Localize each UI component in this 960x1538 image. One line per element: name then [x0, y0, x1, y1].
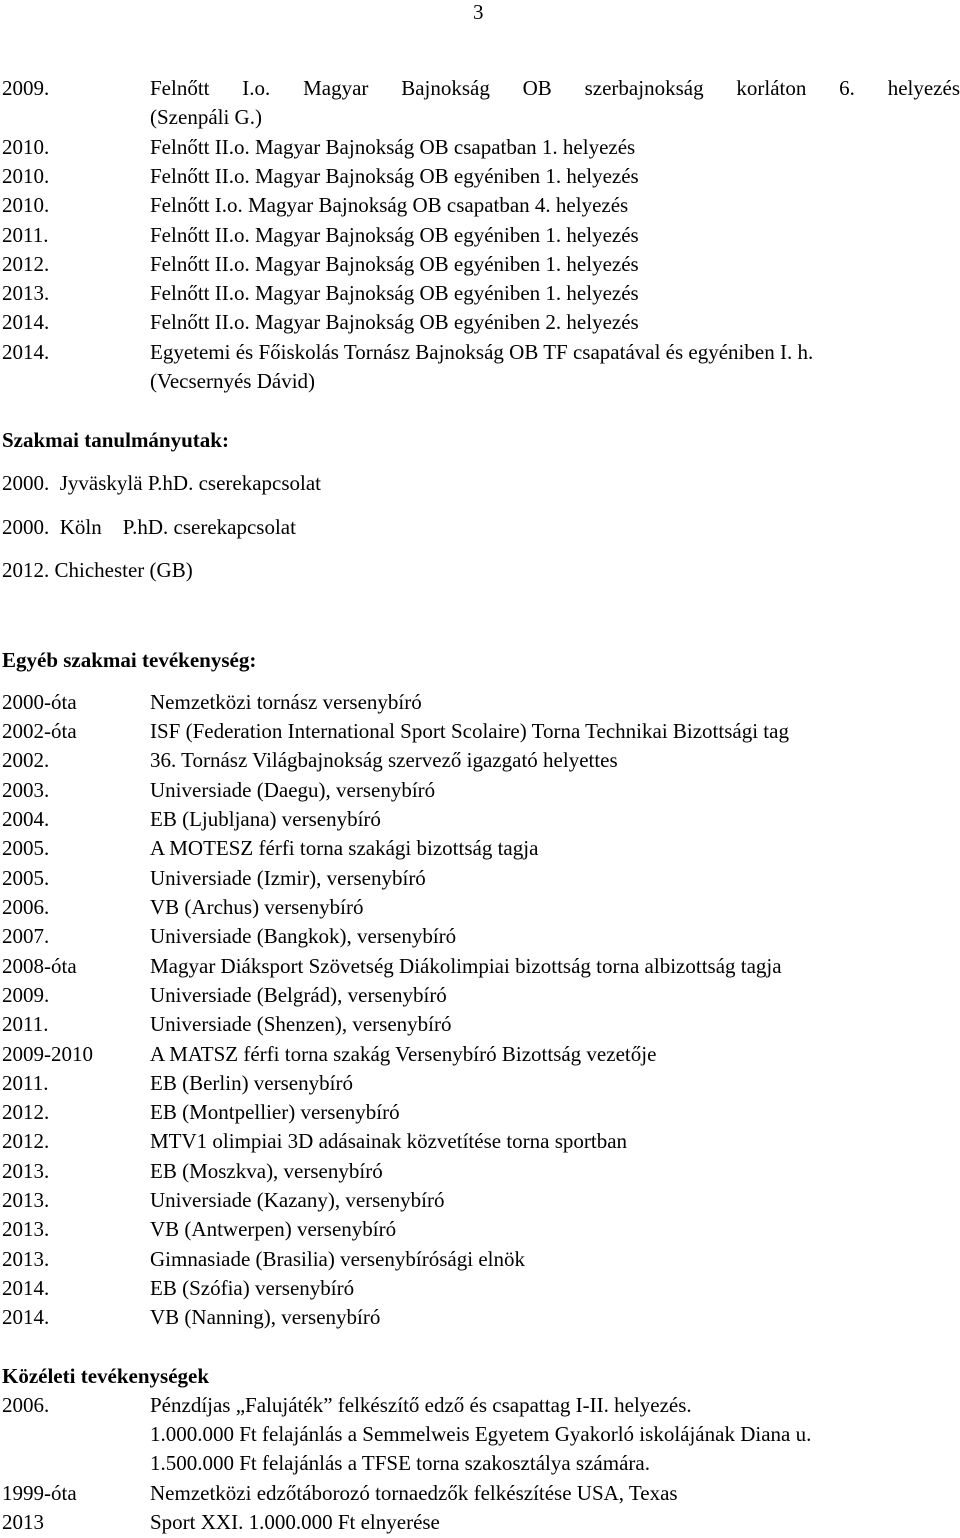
result-text-cont: (Szenpáli G.): [150, 105, 262, 129]
other-text: EB (Ljubljana) versenybíró: [150, 807, 381, 831]
result-year: 2013.: [2, 281, 50, 305]
other-year: 2000-óta: [2, 690, 77, 714]
other-year: 2013.: [2, 1159, 50, 1183]
public-text: Sport XXI. 1.000.000 Ft elnyerése: [150, 1510, 440, 1534]
other-year: 2009.: [2, 983, 50, 1007]
result-year: 2014.: [2, 340, 50, 364]
other-text: Universiade (Kazany), versenybíró: [150, 1188, 445, 1212]
public-heading: Közéleti tevékenységek: [2, 1364, 210, 1388]
other-text: Gimnasiade (Brasilia) versenybírósági elnök: [150, 1247, 525, 1271]
other-text: Nemzetközi tornász versenybíró: [150, 690, 422, 714]
public-year: 2013: [2, 1510, 44, 1534]
result-text: Felnőtt II.o. Magyar Bajnokság OB csapatban 1. helyezés: [150, 135, 636, 159]
result-year: 2014.: [2, 310, 50, 334]
other-year: 2005.: [2, 866, 50, 890]
other-year: 2012.: [2, 1100, 50, 1124]
result-text: Felnőtt II.o. Magyar Bajnokság OB egyéniben 1. helyezés: [150, 252, 639, 276]
page-number: 3: [473, 0, 484, 24]
result-text: Felnőtt I.o. Magyar Bajnokság OB szerbajnokság korláton 6. helyezés: [150, 76, 960, 100]
result-text: Felnőtt II.o. Magyar Bajnokság OB egyéniben 1. helyezés: [150, 281, 639, 305]
result-year: 2011.: [2, 223, 49, 247]
other-year: 2014.: [2, 1305, 50, 1329]
other-heading: Egyéb szakmai tevékenység:: [2, 648, 257, 672]
result-year: 2010.: [2, 135, 50, 159]
other-year: 2013.: [2, 1247, 50, 1271]
other-text: Magyar Diáksport Szövetség Diákolimpiai bizottság torna albizottság tagja: [150, 954, 782, 978]
public-text: Pénzdíjas „Falujáték” felkészítő edző és csapattag I-II. helyezés.: [150, 1393, 692, 1417]
other-year: 2004.: [2, 807, 50, 831]
study-item: 2012. Chichester (GB): [2, 558, 193, 582]
other-year: 2012.: [2, 1129, 50, 1153]
other-text: A MATSZ férfi torna szakág Versenybíró Bizottság vezetője: [150, 1042, 657, 1066]
other-year: 2013.: [2, 1217, 50, 1241]
other-text: MTV1 olimpiai 3D adásainak közvetítése torna sportban: [150, 1129, 628, 1153]
other-text: Universiade (Shenzen), versenybíró: [150, 1012, 452, 1036]
other-year: 2002.: [2, 748, 50, 772]
public-text: Nemzetközi edzőtáborozó tornaedzők felkészítése USA, Texas: [150, 1481, 678, 1505]
other-year: 2009-2010: [2, 1042, 93, 1066]
result-year: 2009.: [2, 76, 50, 100]
other-year: 2011.: [2, 1012, 49, 1036]
other-text: 36. Tornász Világbajnokság szervező igazgató helyettes: [150, 748, 618, 772]
other-text: VB (Antwerpen) versenybíró: [150, 1217, 397, 1241]
other-text: Universiade (Belgrád), versenybíró: [150, 983, 447, 1007]
other-text: VB (Nanning), versenybíró: [150, 1305, 381, 1329]
other-text: EB (Szófia) versenybíró: [150, 1276, 355, 1300]
other-year: 2005.: [2, 836, 50, 860]
other-year: 2007.: [2, 924, 50, 948]
result-text: Egyetemi és Főiskolás Tornász Bajnokság OB TF csapatával és egyéniben I. h.: [150, 340, 814, 364]
study-item: 2000. Köln P.hD. cserekapcsolat: [2, 515, 296, 539]
result-text: Felnőtt II.o. Magyar Bajnokság OB egyéniben 1. helyezés: [150, 223, 639, 247]
result-text-cont: (Vecsernyés Dávid): [150, 369, 316, 393]
other-year: 2008-óta: [2, 954, 77, 978]
other-year: 2013.: [2, 1188, 50, 1212]
public-year: 2006.: [2, 1393, 50, 1417]
other-text: Universiade (Daegu), versenybíró: [150, 778, 436, 802]
public-text: 1.500.000 Ft felajánlás a TFSE torna szakosztálya számára.: [150, 1451, 650, 1475]
other-text: EB (Berlin) versenybíró: [150, 1071, 353, 1095]
other-year: 2014.: [2, 1276, 50, 1300]
other-text: Universiade (Bangkok), versenybíró: [150, 924, 457, 948]
other-text: VB (Archus) versenybíró: [150, 895, 364, 919]
result-text: Felnőtt I.o. Magyar Bajnokság OB csapatban 4. helyezés: [150, 193, 629, 217]
result-year: 2012.: [2, 252, 50, 276]
other-year: 2003.: [2, 778, 50, 802]
result-year: 2010.: [2, 164, 50, 188]
public-year: 1999-óta: [2, 1481, 77, 1505]
other-year: 2011.: [2, 1071, 49, 1095]
result-text: Felnőtt II.o. Magyar Bajnokság OB egyéniben 2. helyezés: [150, 310, 639, 334]
other-year: 2002-óta: [2, 719, 77, 743]
other-text: ISF (Federation International Sport Scolaire) Torna Technikai Bizottsági tag: [150, 719, 789, 743]
studies-heading: Szakmai tanulmányutak:: [2, 428, 229, 452]
other-text: EB (Montpellier) versenybíró: [150, 1100, 400, 1124]
public-text: 1.000.000 Ft felajánlás a Semmelweis Egyetem Gyakorló iskolájának Diana u.: [150, 1422, 812, 1446]
other-year: 2006.: [2, 895, 50, 919]
study-item: 2000. Jyväskylä P.hD. cserekapcsolat: [2, 471, 322, 495]
other-text: A MOTESZ férfi torna szakági bizottság tagja: [150, 836, 539, 860]
other-text: EB (Moszkva), versenybíró: [150, 1159, 383, 1183]
other-text: Universiade (Izmir), versenybíró: [150, 866, 426, 890]
result-year: 2010.: [2, 193, 50, 217]
result-text: Felnőtt II.o. Magyar Bajnokság OB egyéniben 1. helyezés: [150, 164, 639, 188]
